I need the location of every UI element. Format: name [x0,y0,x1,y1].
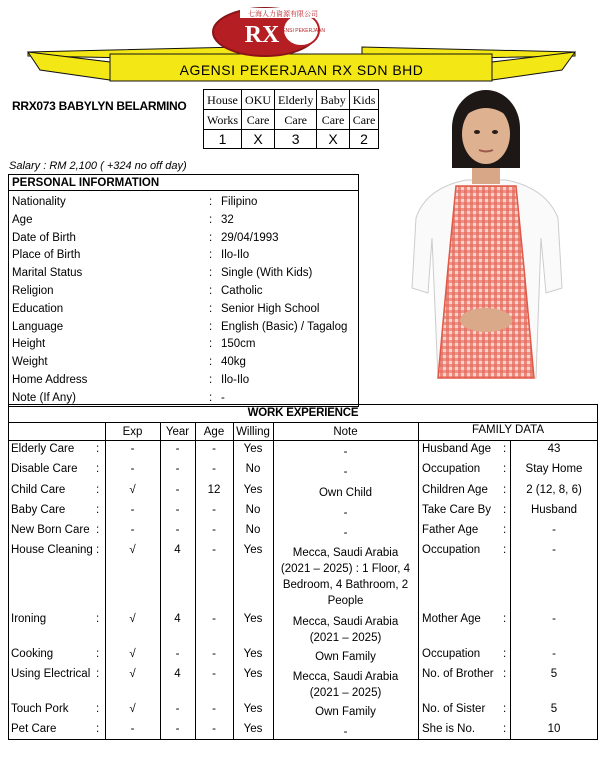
colon: : [503,723,507,735]
skill-header: Care [275,110,317,130]
personal-info-value: Single (With Kids) [221,267,313,280]
age-value: - [212,723,216,735]
personal-info-row [12,193,357,211]
family-data-title: FAMILY DATA [472,424,544,436]
personal-info-label: Home Address [12,374,88,386]
work-experience-table [8,404,598,740]
skill-value: X [242,130,275,149]
family-label: Children Age [422,484,488,496]
family-label: Occupation [422,544,481,556]
year-value: 4 [174,668,181,680]
family-value: Stay Home [525,463,583,475]
family-label: Mother Age [422,613,481,625]
table-border [418,422,419,740]
family-label: She is No. [422,723,476,735]
year-value: - [175,484,180,496]
task-label: Ironing [11,613,47,625]
agency-header [0,0,603,95]
note-value: - [343,527,348,539]
family-value: - [552,648,556,660]
personal-info-row [12,318,357,336]
task-label: Baby Care [11,504,66,516]
personal-info-label: Place of Birth [12,249,81,262]
exp-value: - [130,504,135,516]
note-value: Own Child [318,487,373,499]
note-value: - [343,726,348,738]
task-label: Touch Pork [11,703,69,715]
family-value: 5 [550,703,558,715]
salary-text: Salary : RM 2,100 ( +324 no off day) [9,160,187,172]
colon: : [209,285,213,297]
note-value: - [343,507,348,519]
colon: : [96,544,100,556]
colon: : [96,668,100,680]
personal-info-value: Catholic [221,285,263,297]
year-value: - [175,504,180,516]
skill-header: Elderly [275,90,317,110]
personal-info-value: Ilo-Ilo [221,374,250,386]
colon: : [503,703,507,715]
exp-value: √ [129,613,136,625]
personal-info-label: Date of Birth [12,231,76,244]
willing-value: Yes [243,613,263,625]
note-value: Mecca, Saudi Arabia (2021 – 2025) : 1 Floor, 4 Bedroom, 4 Bathroom, 2 People [280,547,411,607]
personal-info-value: 40kg [221,356,246,369]
note-value: - [343,446,348,458]
skill-value: 3 [275,130,317,149]
candidate-photo [386,88,586,388]
age-value: - [212,613,216,625]
exp-value: - [130,463,135,475]
task-label: Disable Care [11,463,78,475]
colon: : [96,443,100,455]
skill-header: Baby [317,90,349,110]
colon: : [503,544,507,556]
willing-value: Yes [243,484,263,496]
personal-info-value: - [221,391,225,404]
skill-header: Care [317,110,349,130]
willing-value: Yes [243,723,263,735]
personal-info-row [12,246,357,264]
column-header: Age [203,426,225,438]
note-value: - [343,466,348,478]
exp-value: - [130,723,135,735]
personal-info-label: Note (If Any) [12,391,76,404]
willing-value: Yes [243,648,263,660]
column-header: Willing [236,426,270,438]
age-value: - [212,648,216,660]
age-value: - [212,703,216,715]
colon: : [96,524,100,536]
colon: : [96,613,100,625]
colon: : [503,504,507,516]
company-logo [213,8,326,56]
personal-info-value: English (Basic) / Tagalog [221,320,348,333]
personal-info-value: 29/04/1993 [221,231,279,244]
skill-value: X [317,130,349,149]
personal-info-row [12,264,357,282]
willing-value: Yes [243,443,263,455]
colon: : [503,524,507,536]
personal-info-label: Religion [12,285,54,297]
colon: : [209,391,213,404]
family-label: Husband Age [422,443,492,455]
personal-info-box [8,174,359,407]
colon: : [503,463,507,475]
column-header: Note [333,426,358,438]
task-label: New Born Care [11,524,90,536]
colon: : [503,668,507,680]
year-value: - [175,703,180,715]
exp-value: - [130,524,135,536]
colon: : [209,356,213,369]
year-value: - [175,463,180,475]
personal-info-row [12,282,357,300]
colon: : [503,443,507,455]
skill-value: 1 [204,130,242,149]
colon: : [96,504,100,516]
skill-header: Kids [349,90,379,110]
colon: : [209,320,213,333]
candidate-name: RRX073 BABYLYN BELARMINO [12,99,187,113]
colon: : [209,338,213,351]
colon: : [96,703,100,715]
age-value: 12 [207,484,221,496]
task-label: Pet Care [11,723,57,735]
svg-text:RX: RX [244,22,280,48]
colon: : [209,213,213,226]
colon: : [209,302,213,315]
exp-value: √ [129,703,136,715]
personal-info-row [12,353,357,371]
year-value: - [175,524,180,536]
colon: : [209,374,213,386]
colon: : [503,484,507,496]
agency-name: AGENSI PEKERJAAN RX SDN BHD [179,62,424,78]
family-value: - [552,613,556,625]
family-value: 5 [550,668,558,680]
colon: : [96,463,100,475]
note-value: Own Family [315,651,376,663]
task-label: Child Care [11,484,66,496]
family-value: - [552,524,556,536]
year-value: - [175,723,180,735]
table-border [273,422,274,740]
personal-info-row [12,335,357,353]
personal-info-label: Height [12,338,46,351]
table-border [597,404,598,740]
agency-banner [0,0,603,95]
year-value: 4 [174,613,181,625]
family-value: 10 [547,723,561,735]
willing-value: No [245,504,261,516]
skill-value: 2 [349,130,379,149]
family-value: 43 [547,443,561,455]
personal-info-label: Age [12,213,33,226]
family-value: 2 (12, 8, 6) [526,484,582,496]
note-value: Own Family [315,706,376,718]
skill-header: Care [349,110,379,130]
year-value: - [175,443,180,455]
personal-info-value: Filipino [221,196,258,208]
family-value: Husband [530,504,578,516]
year-value: 4 [174,544,181,556]
svg-text:七海人力資源有限公司: 七海人力資源有限公司 [248,10,318,18]
personal-info-row [12,229,357,247]
colon: : [96,648,100,660]
note-value: Mecca, Saudi Arabia (2021 – 2025) [292,616,399,644]
exp-value: - [130,443,135,455]
exp-value: √ [129,484,136,496]
personal-info-label: Language [12,320,64,333]
personal-info-title: PERSONAL INFORMATION [9,175,358,191]
skill-header: House [204,90,242,110]
personal-info-row [12,371,357,389]
personal-info-value: 150cm [221,338,256,351]
age-value: - [212,504,216,516]
skill-header: Works [204,110,242,130]
skill-header: Care [242,110,275,130]
note-value: Mecca, Saudi Arabia (2021 – 2025) [292,671,399,699]
column-header: Year [165,426,190,438]
family-label: Father Age [422,524,479,536]
exp-value: √ [129,648,136,660]
personal-info-label: Weight [12,356,48,369]
family-label: Occupation [422,648,481,660]
age-value: - [212,544,216,556]
colon: : [503,648,507,660]
column-header: Exp [122,426,143,438]
willing-value: Yes [243,668,263,680]
age-value: - [212,668,216,680]
colon: : [209,267,213,280]
task-label: Elderly Care [11,443,75,455]
task-label: Cooking [11,648,54,660]
willing-value: Yes [243,544,263,556]
willing-value: Yes [243,703,263,715]
skills-table [203,89,379,149]
family-label: Take Care By [422,504,492,516]
task-label: Using Electrical [11,668,91,680]
age-value: - [212,524,216,536]
colon: : [503,613,507,625]
exp-value: √ [129,668,136,680]
age-value: - [212,463,216,475]
work-experience-title: WORK EXPERIENCE [247,407,359,419]
colon: : [96,723,100,735]
personal-info-row [12,211,357,229]
personal-info-value: Ilo-Ilo [221,249,250,262]
skill-header: OKU [242,90,275,110]
table-border [8,404,9,740]
personal-info-value: 32 [221,213,234,226]
willing-value: No [245,524,261,536]
personal-info-label: Nationality [12,196,66,208]
year-value: - [175,648,180,660]
colon: : [209,249,213,262]
family-label: No. of Sister [422,703,486,715]
family-value: - [552,544,556,556]
task-label: House Cleaning [11,544,93,556]
colon: : [209,196,213,208]
personal-info-label: Marital Status [12,267,83,280]
willing-value: No [245,463,261,475]
age-value: - [212,443,216,455]
exp-value: √ [129,544,136,556]
personal-info-label: Education [12,302,64,315]
colon: : [209,231,213,244]
family-label: Occupation [422,463,481,475]
family-label: No. of Brother [422,668,494,680]
personal-info-value: Senior High School [221,302,320,315]
colon: : [96,484,100,496]
svg-text:AGENSI PEKERJAAN: AGENSI PEKERJAAN [274,28,326,34]
personal-info-row [12,300,357,318]
